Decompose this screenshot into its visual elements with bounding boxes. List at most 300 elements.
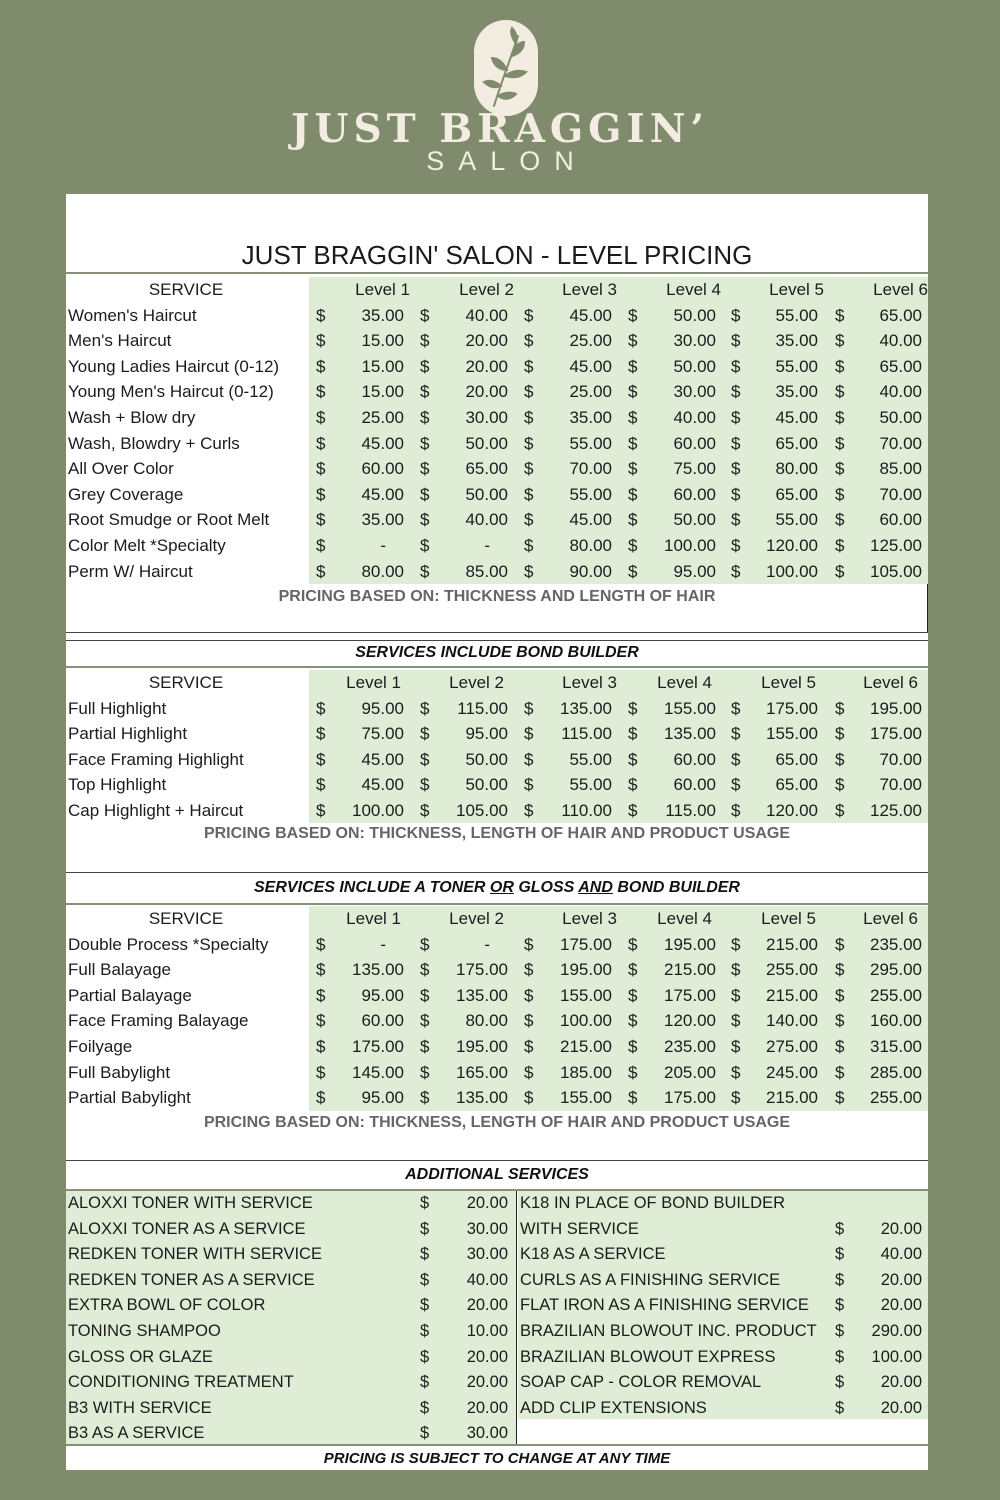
currency-symbol: $	[420, 1036, 430, 1056]
currency-symbol: $	[316, 775, 326, 795]
price-value: 255.00	[870, 985, 922, 1005]
price-value: 55.00	[775, 510, 818, 530]
service-header: SERVICE	[148, 673, 224, 692]
price-value: 35.00	[361, 510, 404, 530]
additional-service-price: 20.00	[466, 1373, 508, 1392]
price-value: 50.00	[673, 305, 716, 325]
service-row	[66, 1085, 928, 1111]
currency-symbol: $	[420, 407, 430, 427]
currency-symbol: $	[835, 749, 845, 769]
price-value: 55.00	[569, 749, 612, 769]
currency-symbol: $	[835, 775, 845, 795]
additional-service-price: 20.00	[880, 1270, 922, 1289]
price-value: 120.00	[664, 1011, 716, 1031]
currency-symbol: $	[524, 749, 534, 769]
price-value: 115.00	[561, 724, 612, 744]
currency-symbol: $	[731, 800, 741, 820]
additional-banner: ADDITIONAL SERVICES	[405, 1166, 589, 1183]
service-row	[66, 354, 928, 380]
footer-rule	[66, 1444, 928, 1446]
price-value: 275.00	[766, 1036, 818, 1056]
currency-symbol: $	[420, 960, 430, 980]
currency-symbol: $	[524, 305, 534, 325]
service-name: Young Ladies Haircut (0-12)	[68, 356, 280, 376]
price-value: 25.00	[569, 331, 612, 351]
currency-symbol: $	[835, 1219, 845, 1238]
additional-service-name: BRAZILIAN BLOWOUT INC. PRODUCT	[520, 1322, 817, 1340]
currency-symbol: $	[420, 934, 430, 954]
additional-service-price: 40.00	[880, 1245, 922, 1264]
currency-symbol: $	[420, 1194, 430, 1212]
price-value: 65.00	[879, 305, 922, 325]
price-value: 140.00	[766, 1011, 818, 1031]
price-value: 50.00	[673, 510, 716, 530]
additional-service-price: 20.00	[880, 1219, 922, 1238]
currency-symbol: $	[731, 382, 741, 402]
additional-service-name: BRAZILIAN BLOWOUT EXPRESS	[520, 1347, 776, 1366]
level-header: Level 6	[873, 280, 928, 299]
additional-service-name: ALOXXI TONER WITH SERVICE	[68, 1194, 313, 1212]
additional-service-price: 20.00	[466, 1347, 508, 1366]
additional-service-price: 20.00	[880, 1373, 922, 1392]
currency-symbol: $	[316, 1062, 326, 1082]
service-name: Partial Balayage	[68, 985, 192, 1005]
currency-symbol: $	[420, 356, 430, 376]
service-row	[66, 721, 928, 747]
price-value: 45.00	[775, 407, 818, 427]
currency-symbol: $	[835, 1036, 845, 1056]
currency-symbol: $	[316, 459, 326, 479]
level-header-row	[66, 906, 928, 932]
price-value: 285.00	[870, 1062, 922, 1082]
currency-symbol: $	[420, 433, 430, 453]
currency-symbol: $	[731, 1062, 741, 1082]
price-value: 115.00	[665, 800, 716, 820]
currency-symbol: $	[835, 1373, 845, 1392]
price-value: 45.00	[569, 305, 612, 325]
additional-service-price: 20.00	[880, 1296, 922, 1315]
price-value: 35.00	[569, 407, 612, 427]
level-header: Level 4	[666, 280, 721, 299]
currency-symbol: $	[835, 1296, 845, 1315]
price-value: 315.00	[870, 1036, 922, 1056]
service-row	[66, 1008, 928, 1034]
currency-symbol: $	[628, 459, 638, 479]
price-value: 60.00	[879, 510, 922, 530]
price-value: 40.00	[879, 331, 922, 351]
price-value: 50.00	[465, 749, 508, 769]
currency-symbol: $	[628, 775, 638, 795]
level-header: Level 2	[459, 280, 514, 299]
currency-symbol: $	[420, 459, 430, 479]
currency-symbol: $	[316, 510, 326, 530]
service-name: Face Framing Highlight	[68, 749, 244, 769]
currency-symbol: $	[628, 1011, 638, 1031]
level-header: Level 5	[769, 280, 824, 299]
price-value: 60.00	[673, 749, 716, 769]
currency-symbol: $	[420, 1270, 430, 1289]
price-value: 215.00	[664, 960, 716, 980]
price-value: 155.00	[560, 985, 612, 1005]
currency-symbol: $	[524, 985, 534, 1005]
currency-symbol: $	[524, 484, 534, 504]
service-name: Double Process *Specialty	[68, 934, 269, 954]
logo-badge	[474, 20, 538, 116]
service-row	[66, 559, 928, 585]
price-value: 75.00	[361, 724, 404, 744]
additional-service-name: EXTRA BOWL OF COLOR	[68, 1296, 266, 1315]
price-value: 215.00	[560, 1036, 612, 1056]
currency-symbol: $	[420, 1062, 430, 1082]
price-value: -	[380, 535, 386, 555]
price-value: 60.00	[673, 484, 716, 504]
level-header: Level 3	[562, 673, 617, 692]
currency-symbol: $	[420, 484, 430, 504]
currency-symbol: $	[731, 1036, 741, 1056]
price-value: 60.00	[673, 775, 716, 795]
price-value: 125.00	[870, 535, 922, 555]
currency-symbol: $	[316, 724, 326, 744]
price-value: 185.00	[560, 1062, 612, 1082]
price-value: 40.00	[465, 510, 508, 530]
additional-service-price: 20.00	[880, 1398, 922, 1417]
additional-service-name: ADD CLIP EXTENSIONS	[520, 1398, 707, 1417]
currency-symbol: $	[316, 698, 326, 718]
price-value: 175.00	[664, 985, 716, 1005]
currency-symbol: $	[628, 1036, 638, 1056]
service-name: Cap Highlight + Haircut	[68, 800, 244, 820]
price-value: 155.00	[560, 1088, 612, 1108]
price-value: 155.00	[664, 698, 716, 718]
service-name: Full Balayage	[68, 960, 172, 980]
brand-name: JUST BRAGGIN’	[291, 106, 709, 152]
section-level-pricing	[66, 277, 928, 584]
price-value: 50.00	[465, 484, 508, 504]
price-value: 45.00	[361, 749, 404, 769]
price-value: 155.00	[766, 724, 818, 744]
service-name: Wash, Blowdry + Curls	[68, 433, 240, 453]
service-name: Perm W/ Haircut	[68, 561, 193, 581]
price-value: 175.00	[560, 934, 612, 954]
service-row	[66, 983, 928, 1009]
additional-service-name: WITH SERVICE	[520, 1219, 639, 1238]
price-value: 50.00	[879, 407, 922, 427]
currency-symbol: $	[731, 561, 741, 581]
currency-symbol: $	[420, 749, 430, 769]
currency-symbol: $	[731, 510, 741, 530]
additional-service-name: SOAP CAP - COLOR REMOVAL	[520, 1373, 762, 1392]
price-value: 65.00	[775, 433, 818, 453]
price-value: 255.00	[766, 960, 818, 980]
service-name: Grey Coverage	[68, 484, 184, 504]
currency-symbol: $	[628, 698, 638, 718]
price-value: 60.00	[361, 459, 404, 479]
currency-symbol: $	[835, 459, 845, 479]
service-row	[66, 957, 928, 983]
currency-symbol: $	[628, 724, 638, 744]
price-value: 95.00	[465, 724, 508, 744]
service-name: Foilyage	[68, 1036, 133, 1056]
additional-service-price: 30.00	[466, 1245, 508, 1264]
service-name: Men's Haircut	[68, 331, 172, 351]
price-value: 70.00	[879, 433, 922, 453]
banner-part: SERVICES INCLUDE A TONER	[254, 879, 490, 896]
service-row	[66, 772, 928, 798]
additional-service-name: B3 WITH SERVICE	[68, 1398, 212, 1417]
level-header: Level 2	[449, 909, 504, 928]
currency-symbol: $	[835, 1245, 845, 1264]
price-value: 120.00	[766, 535, 818, 555]
price-value: 135.00	[560, 698, 612, 718]
price-value: 45.00	[361, 484, 404, 504]
price-value: 195.00	[870, 698, 922, 718]
currency-symbol: $	[316, 484, 326, 504]
currency-symbol: $	[420, 1424, 430, 1443]
level-header: Level 6	[863, 673, 918, 692]
currency-symbol: $	[316, 800, 326, 820]
price-value: 50.00	[465, 433, 508, 453]
currency-symbol: $	[524, 407, 534, 427]
price-value: -	[484, 535, 490, 555]
currency-symbol: $	[835, 561, 845, 581]
currency-symbol: $	[628, 800, 638, 820]
additional-service-name: TONING SHAMPOO	[68, 1322, 221, 1340]
currency-symbol: $	[420, 1088, 430, 1108]
service-name: Partial Babylight	[68, 1088, 191, 1108]
price-value: 30.00	[673, 331, 716, 351]
currency-symbol: $	[835, 331, 845, 351]
additional-service-price: 20.00	[466, 1398, 508, 1417]
footer-note: PRICING IS SUBJECT TO CHANGE AT ANY TIME	[323, 1450, 671, 1467]
additional-service-name: FLAT IRON AS A FINISHING SERVICE	[520, 1296, 809, 1315]
price-value: 45.00	[569, 510, 612, 530]
price-value: 255.00	[870, 1088, 922, 1108]
currency-symbol: $	[316, 331, 326, 351]
currency-symbol: $	[835, 510, 845, 530]
section-highlights	[66, 670, 928, 824]
price-value: 85.00	[879, 459, 922, 479]
price-value: 65.00	[879, 356, 922, 376]
currency-symbol: $	[420, 535, 430, 555]
currency-symbol: $	[835, 985, 845, 1005]
price-value: 65.00	[775, 749, 818, 769]
currency-symbol: $	[731, 985, 741, 1005]
currency-symbol: $	[420, 305, 430, 325]
section1-note: PRICING BASED ON: THICKNESS AND LENGTH OF HAIR	[278, 588, 716, 605]
service-row	[66, 303, 928, 329]
price-value: 25.00	[569, 382, 612, 402]
price-value: 135.00	[352, 960, 404, 980]
price-value: 165.00	[456, 1062, 508, 1082]
banner-part: BOND BUILDER	[612, 879, 740, 896]
price-value: 70.00	[569, 459, 612, 479]
currency-symbol: $	[524, 561, 534, 581]
additional-service-price: 40.00	[466, 1270, 508, 1289]
currency-symbol: $	[628, 407, 638, 427]
currency-symbol: $	[835, 1011, 845, 1031]
price-value: 35.00	[775, 382, 818, 402]
currency-symbol: $	[524, 800, 534, 820]
service-name: Full Highlight	[68, 698, 167, 718]
currency-symbol: $	[524, 1062, 534, 1082]
banner-or: OR	[489, 879, 514, 896]
additional-divider	[516, 1191, 517, 1444]
currency-symbol: $	[731, 484, 741, 504]
section2-rule	[66, 666, 928, 668]
currency-symbol: $	[420, 724, 430, 744]
service-row	[66, 1060, 928, 1086]
currency-symbol: $	[524, 1036, 534, 1056]
currency-symbol: $	[835, 356, 845, 376]
price-value: 65.00	[775, 484, 818, 504]
currency-symbol: $	[420, 1219, 430, 1238]
service-name: Top Highlight	[68, 775, 167, 795]
sheet-title: JUST BRAGGIN' SALON - LEVEL PRICING	[241, 240, 753, 270]
service-row	[66, 507, 928, 533]
currency-symbol: $	[524, 356, 534, 376]
service-name: Wash + Blow dry	[68, 407, 196, 427]
price-value: 100.00	[352, 800, 404, 820]
currency-symbol: $	[835, 1270, 845, 1289]
service-row	[66, 456, 928, 482]
price-value: 25.00	[361, 407, 404, 427]
price-value: 70.00	[879, 484, 922, 504]
price-value: 80.00	[569, 535, 612, 555]
price-value: 80.00	[465, 1011, 508, 1031]
price-value: 195.00	[456, 1036, 508, 1056]
price-value: 100.00	[560, 1011, 612, 1031]
price-value: 40.00	[673, 407, 716, 427]
price-value: 295.00	[870, 960, 922, 980]
price-value: 30.00	[465, 407, 508, 427]
currency-symbol: $	[316, 535, 326, 555]
currency-symbol: $	[835, 1088, 845, 1108]
currency-symbol: $	[835, 1062, 845, 1082]
additional-service-name: REDKEN TONER AS A SERVICE	[68, 1270, 315, 1289]
price-value: 95.00	[361, 985, 404, 1005]
additional-service-name: K18 AS A SERVICE	[520, 1245, 666, 1264]
level-header: Level 4	[657, 673, 712, 692]
currency-symbol: $	[420, 1347, 430, 1366]
service-row	[66, 696, 928, 722]
service-row	[66, 798, 928, 824]
currency-symbol: $	[420, 1373, 430, 1392]
price-value: 215.00	[766, 985, 818, 1005]
currency-symbol: $	[420, 800, 430, 820]
currency-symbol: $	[420, 1398, 430, 1417]
price-value: 95.00	[673, 561, 716, 581]
currency-symbol: $	[731, 960, 741, 980]
currency-symbol: $	[628, 535, 638, 555]
currency-symbol: $	[731, 1088, 741, 1108]
currency-symbol: $	[731, 749, 741, 769]
price-value: 15.00	[361, 382, 404, 402]
service-name: Root Smudge or Root Melt	[68, 510, 270, 530]
level-header: Level 4	[657, 909, 712, 928]
currency-symbol: $	[835, 698, 845, 718]
currency-symbol: $	[731, 407, 741, 427]
currency-symbol: $	[628, 561, 638, 581]
additional-service-price: 290.00	[871, 1322, 922, 1340]
brand-subtitle: SALON	[426, 146, 588, 176]
section1-bottom-rule	[66, 632, 928, 633]
currency-symbol: $	[316, 433, 326, 453]
service-name: Partial Highlight	[68, 724, 188, 744]
price-value: 55.00	[775, 356, 818, 376]
service-row	[66, 328, 928, 354]
section3-rule	[66, 903, 928, 905]
price-value: 110.00	[561, 800, 612, 820]
currency-symbol: $	[731, 331, 741, 351]
price-value: 215.00	[766, 1088, 818, 1108]
price-value: 40.00	[879, 382, 922, 402]
service-name: Young Men's Haircut (0-12)	[68, 382, 274, 402]
currency-symbol: $	[731, 459, 741, 479]
currency-symbol: $	[835, 382, 845, 402]
additional-service-name: REDKEN TONER WITH SERVICE	[68, 1245, 322, 1264]
section3-top-rule	[66, 872, 928, 873]
currency-symbol: $	[420, 775, 430, 795]
currency-symbol: $	[835, 934, 845, 954]
currency-symbol: $	[835, 800, 845, 820]
price-value: 70.00	[879, 749, 922, 769]
price-value: 75.00	[673, 459, 716, 479]
service-row	[66, 379, 928, 405]
price-value: 45.00	[361, 775, 404, 795]
service-header: SERVICE	[148, 280, 224, 299]
currency-symbol: $	[628, 1062, 638, 1082]
currency-symbol: $	[420, 561, 430, 581]
service-name: Women's Haircut	[68, 305, 197, 325]
price-value: 55.00	[569, 433, 612, 453]
service-name: Color Melt *Specialty	[68, 535, 226, 555]
currency-symbol: $	[731, 356, 741, 376]
currency-symbol: $	[524, 960, 534, 980]
price-value: -	[484, 934, 490, 954]
currency-symbol: $	[628, 433, 638, 453]
currency-symbol: $	[835, 484, 845, 504]
currency-symbol: $	[628, 1088, 638, 1108]
additional-top-rule	[66, 1160, 928, 1161]
section2-banner: SERVICES INCLUDE BOND BUILDER	[355, 644, 639, 661]
level-header: Level 3	[562, 280, 617, 299]
currency-symbol: $	[316, 356, 326, 376]
currency-symbol: $	[731, 433, 741, 453]
currency-symbol: $	[628, 960, 638, 980]
price-value: 20.00	[465, 356, 508, 376]
currency-symbol: $	[835, 1347, 845, 1366]
price-value: 175.00	[870, 724, 922, 744]
price-value: 120.00	[766, 800, 818, 820]
section2-top-rule	[66, 640, 928, 641]
additional-service-price: 10.00	[466, 1322, 508, 1340]
price-value: 100.00	[766, 561, 818, 581]
currency-symbol: $	[628, 484, 638, 504]
price-value: 15.00	[361, 331, 404, 351]
price-value: 205.00	[664, 1062, 716, 1082]
currency-symbol: $	[731, 698, 741, 718]
banner-and: AND	[578, 879, 613, 896]
price-value: 125.00	[870, 800, 922, 820]
additional-service-price: 100.00	[871, 1347, 922, 1366]
level-header: Level 1	[346, 673, 401, 692]
level-header: Level 1	[355, 280, 410, 299]
price-value: 195.00	[664, 934, 716, 954]
price-value: 65.00	[465, 459, 508, 479]
price-value: 235.00	[870, 934, 922, 954]
additional-service-name: K18 IN PLACE OF BOND BUILDER	[520, 1194, 785, 1212]
currency-symbol: $	[628, 510, 638, 530]
